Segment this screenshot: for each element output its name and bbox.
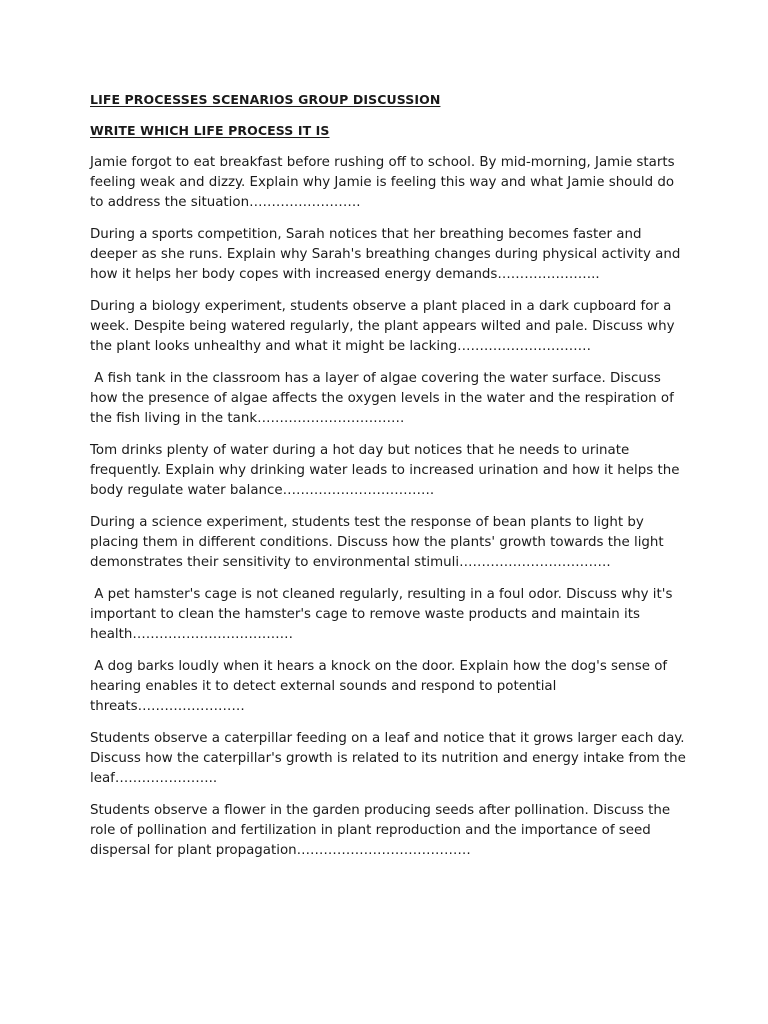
scenario-paragraph: Students observe a flower in the garden producing seeds after pollination. Discuss the role of pollination and fertilization in plant reproduction and the importance of seed dispersal for plant propagation…………………………………: [90, 803, 675, 858]
scenario-paragraph: Tom drinks plenty of water during a hot day but notices that he needs to urinate frequently. Explain why drinking water leads to increased urination and how it helps the body regulate water balance…………………………….: [90, 443, 684, 498]
document-subtitle: WRITE WHICH LIFE PROCESS IT IS: [90, 123, 330, 138]
scenario-paragraph: A dog barks loudly when it hears a knock on the door. Explain how the dog's sense of hearing enables it to detect external sounds and respond to potential threats……………………: [90, 659, 672, 714]
scenario-paragraph: Jamie forgot to eat breakfast before rushing off to school. By mid-morning, Jamie starts feeling weak and dizzy. Explain why Jamie is feeling this way and what Jamie should do to address the situation…………………….: [90, 155, 679, 210]
scenario-paragraph: Students observe a caterpillar feeding on a leaf and notice that it grows larger each day. Discuss how the caterpillar's growth is related to its nutrition and energy intake from the leaf…………………..: [90, 731, 691, 786]
scenario-paragraph: A pet hamster's cage is not cleaned regularly, resulting in a foul odor. Discuss why it's important to clean the hamster's cage to remove waste products and maintain its health………………………………: [90, 587, 677, 642]
scenario-paragraph: During a science experiment, students test the response of bean plants to light by placing them in different conditions. Discuss how the plants' growth towards the light demonstrates their sensitivity to environmental stimuli…………………………….: [90, 515, 668, 570]
scenario-paragraph: During a biology experiment, students observe a plant placed in a dark cupboard for a week. Despite being watered regularly, the plant appears wilted and pale. Discuss why the plant looks unhealthy and what it might be lacking…………………………: [90, 299, 679, 354]
scenario-paragraph: During a sports competition, Sarah notices that her breathing becomes faster and deeper as she runs. Explain why Sarah's breathing changes during physical activity and how it helps her body copes with increased energy demands…………………..: [90, 227, 685, 282]
document-title: LIFE PROCESSES SCENARIOS GROUP DISCUSSION: [90, 92, 441, 107]
scenario-paragraph: A fish tank in the classroom has a layer of algae covering the water surface. Discuss how the presence of algae affects the oxygen levels in the water and the respiration of the fish living in the tank……………………………: [90, 371, 679, 426]
